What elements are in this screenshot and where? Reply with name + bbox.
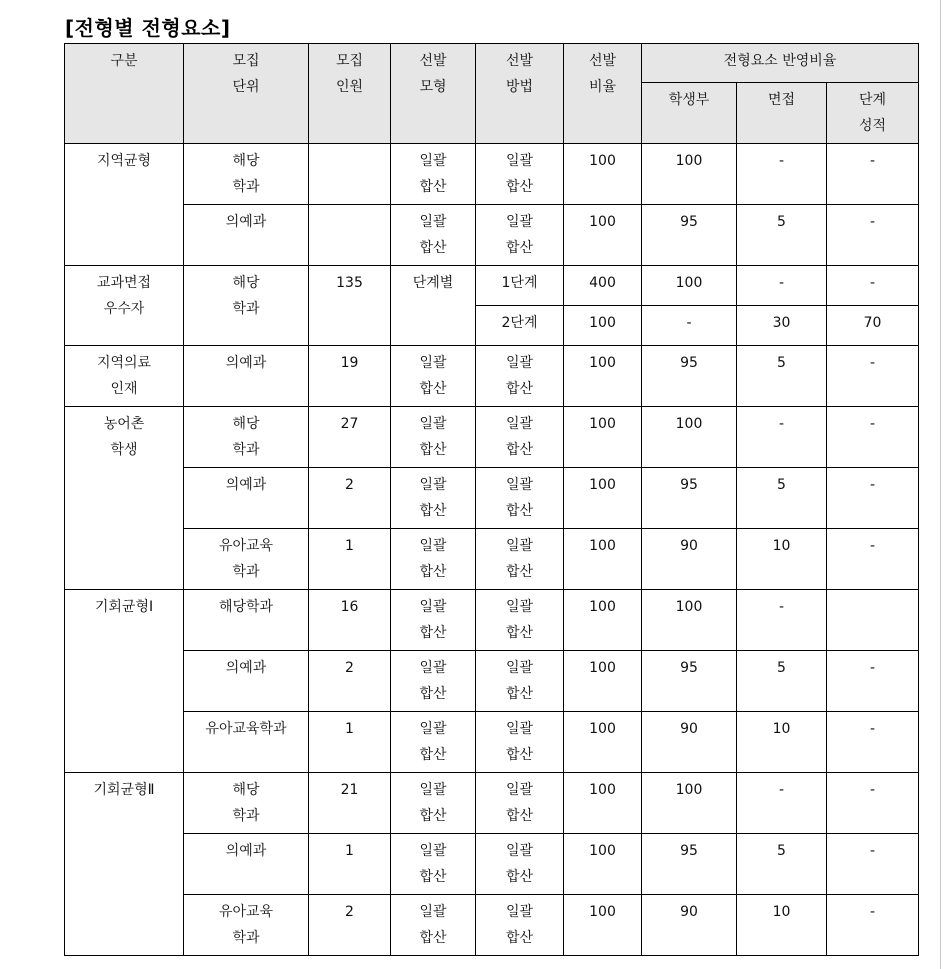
table-cell: 일괄 합산 [391, 651, 476, 712]
table-cell: 일괄 합산 [391, 712, 476, 773]
table-row [65, 144, 919, 205]
table-cell [309, 205, 391, 266]
table-row [65, 407, 919, 468]
table-row [65, 773, 919, 834]
table-cell: 일괄 합산 [476, 895, 564, 956]
table-cell: 5 [737, 346, 827, 407]
table-cell: 100 [564, 712, 642, 773]
table-cell: 일괄 합산 [391, 590, 476, 651]
header-ratio: 선발 비율 [564, 44, 642, 144]
table-cell: - [737, 266, 827, 306]
table-cell: 5 [737, 205, 827, 266]
table-cell: 5 [737, 834, 827, 895]
table-row [65, 651, 919, 712]
table-cell: 100 [564, 834, 642, 895]
page-border [940, 0, 941, 969]
table-cell: - [827, 651, 919, 712]
table-cell: 100 [564, 205, 642, 266]
header-model: 선발 모형 [391, 44, 476, 144]
table-cell: - [827, 468, 919, 529]
table-cell: - [827, 895, 919, 956]
header-method: 선발 방법 [476, 44, 564, 144]
table-cell: 10 [737, 529, 827, 590]
admission-elements-table [64, 43, 919, 956]
table-cell: 일괄 합산 [476, 144, 564, 205]
table-cell: 단계별 [391, 266, 476, 346]
table-cell: 의예과 [184, 468, 309, 529]
table-cell: 일괄 합산 [476, 590, 564, 651]
table-row [65, 266, 919, 306]
table-cell: 일괄 합산 [476, 407, 564, 468]
header-reflect: 전형요소 반영비율 [642, 44, 919, 83]
table-cell: 100 [564, 306, 642, 346]
table-cell: 100 [642, 407, 737, 468]
header-gubun: 구분 [65, 44, 184, 144]
table-cell: 의예과 [184, 205, 309, 266]
table-cell: 일괄 합산 [476, 529, 564, 590]
section-title: [전형별 전형요소] [65, 16, 231, 40]
table-cell: 100 [642, 773, 737, 834]
table-cell: 일괄 합산 [476, 468, 564, 529]
table-cell: - [827, 712, 919, 773]
table-cell: 1단계 [476, 266, 564, 306]
table-cell: 95 [642, 834, 737, 895]
table-cell: - [737, 773, 827, 834]
table-cell: 유아교육학과 [184, 712, 309, 773]
table-cell: 1 [309, 834, 391, 895]
table-cell: 해당 학과 [184, 266, 309, 346]
table-cell: - [737, 144, 827, 205]
table-cell: 1 [309, 712, 391, 773]
table-cell: - [827, 205, 919, 266]
table-cell: 95 [642, 468, 737, 529]
header-count: 모집 인원 [309, 44, 391, 144]
table-cell: 5 [737, 651, 827, 712]
table-cell: 의예과 [184, 651, 309, 712]
table-cell: 해당학과 [184, 590, 309, 651]
header-stage-score: 단계 성적 [827, 83, 919, 144]
table-cell: 유아교육 학과 [184, 895, 309, 956]
table-row [65, 346, 919, 407]
table-cell: 16 [309, 590, 391, 651]
table-cell: 100 [564, 468, 642, 529]
table-cell: 95 [642, 346, 737, 407]
table-cell: 10 [737, 895, 827, 956]
table-cell: 일괄 합산 [476, 773, 564, 834]
table-cell: 지역균형 [65, 144, 184, 266]
table-cell: 100 [564, 529, 642, 590]
table-row [65, 529, 919, 590]
table-cell: 기회균형Ⅱ [65, 773, 184, 956]
table-cell: 일괄 합산 [391, 895, 476, 956]
table-cell: 30 [737, 306, 827, 346]
table-cell: 100 [564, 590, 642, 651]
table-cell: 100 [642, 144, 737, 205]
table-cell: 해당 학과 [184, 773, 309, 834]
table-cell: 유아교육 학과 [184, 529, 309, 590]
table-cell: - [827, 529, 919, 590]
table-cell: 400 [564, 266, 642, 306]
table-cell: 일괄 합산 [476, 205, 564, 266]
table-cell: 2단계 [476, 306, 564, 346]
table-cell: 100 [564, 895, 642, 956]
header-interview: 면접 [737, 83, 827, 144]
table-cell: 21 [309, 773, 391, 834]
table-cell: 19 [309, 346, 391, 407]
table-cell: 90 [642, 895, 737, 956]
table-cell: - [827, 266, 919, 306]
table-cell [309, 144, 391, 205]
table-cell: 해당 학과 [184, 144, 309, 205]
header-unit: 모집 단위 [184, 44, 309, 144]
table-cell: 일괄 합산 [391, 468, 476, 529]
table-cell: 2 [309, 651, 391, 712]
table-row [65, 205, 919, 266]
table-cell: 일괄 합산 [391, 144, 476, 205]
table-cell: - [827, 407, 919, 468]
table-cell: 100 [564, 346, 642, 407]
table-cell: 의예과 [184, 346, 309, 407]
table-cell: 100 [642, 590, 737, 651]
table-cell: 2 [309, 895, 391, 956]
table-cell: 일괄 합산 [391, 834, 476, 895]
table-row [65, 834, 919, 895]
table-cell: 10 [737, 712, 827, 773]
table-cell: 일괄 합산 [476, 712, 564, 773]
table-cell: 100 [564, 144, 642, 205]
table-cell: 일괄 합산 [391, 407, 476, 468]
table-cell: 일괄 합산 [391, 346, 476, 407]
table-cell: 일괄 합산 [476, 346, 564, 407]
table-row [65, 712, 919, 773]
table-row [65, 590, 919, 651]
table-cell: - [737, 590, 827, 651]
table-cell: - [642, 306, 737, 346]
table-cell: - [827, 346, 919, 407]
table-cell: 2 [309, 468, 391, 529]
table-cell: 일괄 합산 [391, 205, 476, 266]
table-cell: 90 [642, 712, 737, 773]
table-cell: 1 [309, 529, 391, 590]
table-cell: 의예과 [184, 834, 309, 895]
table-cell: - [737, 407, 827, 468]
header-record: 학생부 [642, 83, 737, 144]
table-cell: 농어촌 학생 [65, 407, 184, 590]
table-cell [827, 590, 919, 651]
table-cell: 27 [309, 407, 391, 468]
table-cell: 일괄 합산 [391, 529, 476, 590]
table-cell: - [827, 834, 919, 895]
table-cell: 70 [827, 306, 919, 346]
table-cell: 5 [737, 468, 827, 529]
table-cell: - [827, 773, 919, 834]
table-cell: - [827, 144, 919, 205]
table-cell: 90 [642, 529, 737, 590]
table-cell: 100 [564, 773, 642, 834]
table-cell: 100 [564, 651, 642, 712]
table-cell: 95 [642, 205, 737, 266]
table-cell: 일괄 합산 [476, 834, 564, 895]
table-cell: 지역의료 인재 [65, 346, 184, 407]
table-cell: 해당 학과 [184, 407, 309, 468]
table-cell: 교과면접 우수자 [65, 266, 184, 346]
table-cell: 95 [642, 651, 737, 712]
table-cell: 135 [309, 266, 391, 346]
table-cell: 기회균형Ⅰ [65, 590, 184, 773]
table-cell: 100 [564, 407, 642, 468]
table-cell: 일괄 합산 [476, 651, 564, 712]
table-row [65, 895, 919, 956]
table-row [65, 468, 919, 529]
table-cell: 일괄 합산 [391, 773, 476, 834]
table-cell: 100 [642, 266, 737, 306]
table-body [65, 144, 919, 956]
